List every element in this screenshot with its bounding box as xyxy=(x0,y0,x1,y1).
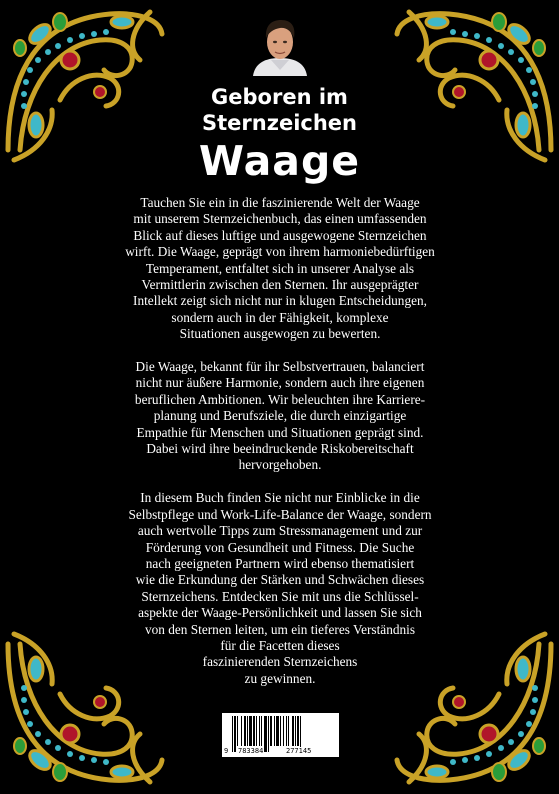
text-line: Sternzeichens. Entdecken Sie mit uns die Schlüssel- xyxy=(141,588,419,604)
barcode-bar xyxy=(253,716,255,746)
barcode-bar xyxy=(232,716,233,752)
barcode-bar xyxy=(270,716,272,746)
text-line: Empathie für Menschen und Situationen geprägt sind. xyxy=(136,424,424,440)
author-portrait xyxy=(249,16,311,76)
author-photo xyxy=(249,16,311,76)
title-line-1: Geboren im xyxy=(211,85,348,109)
text-line: sondern auch in der Fähigkeit, komplexe xyxy=(171,309,389,325)
barcode-bar xyxy=(264,716,267,752)
text-line: nicht nur äußere Harmonie, sondern auch ihre eigenen xyxy=(135,375,425,391)
text-line: planung und Berufsziele, die durch einzigartige xyxy=(153,408,407,424)
text-line: Situationen ausgewogen zu bewerten. xyxy=(179,326,381,342)
text-line: In diesem Buch finden Sie nicht nur Einblicke in die xyxy=(140,490,420,506)
text-line: Förderung von Gesundheit und Fitness. Die Suche xyxy=(145,539,415,555)
barcode-bar xyxy=(256,716,257,746)
text-line: Vermittlerin zwischen den Sternen. Ihr ausgeprägter xyxy=(141,277,419,293)
text-line: Intellekt zeigt sich nicht nur in klugen Entscheidungen, xyxy=(133,293,427,309)
barcode-bar xyxy=(268,716,269,752)
barcode-bar xyxy=(292,716,294,746)
barcode-digit-prefix: 9 xyxy=(224,747,229,755)
text-line: faszinierenden Sternzeichens xyxy=(202,654,358,670)
text-line: zu gewinnen. xyxy=(244,670,316,686)
barcode-bar xyxy=(276,716,279,746)
barcode-bar xyxy=(295,716,296,746)
text-line: auch wertvolle Tipps zum Stressmanagement und zur xyxy=(137,523,423,539)
barcode-bar xyxy=(297,716,299,746)
text-line: wie die Erkundung der Stärken und Schwächen dieses xyxy=(135,572,425,588)
text-line: Selbstpflege und Work-Life-Balance der Waage, sondern xyxy=(128,506,432,522)
text-line: hervorgehoben. xyxy=(238,457,322,473)
text-line: Blick auf dieses luftige und ausgewogene Sternzeichen xyxy=(133,227,427,243)
barcode-bar xyxy=(261,716,262,746)
text-line: aspekte der Waage-Persönlichkeit und lassen Sie sich xyxy=(138,605,422,621)
text-line: für die Facetten dieses xyxy=(220,637,340,653)
isbn-barcode xyxy=(222,713,339,757)
barcode-bar xyxy=(244,716,246,746)
barcode-bar xyxy=(237,716,238,746)
barcode-group-1: 783384 xyxy=(238,747,264,755)
barcode-bar xyxy=(249,716,252,746)
text-line: Temperament, entfaltet sich in unserer Analyse als xyxy=(145,260,415,276)
blurb-paragraph-3 xyxy=(100,490,460,687)
text-line: Die Waage, bekannt für ihr Selbstvertrauen, balanciert xyxy=(135,359,425,375)
title-main: Waage xyxy=(198,137,361,185)
blurb-text xyxy=(100,195,460,704)
barcode-bar xyxy=(283,716,284,746)
text-line: wirft. Die Waage, geprägt von ihrem harmoniebedürftigen xyxy=(125,244,435,260)
barcode-group-2: 277145 xyxy=(286,747,312,755)
text-line: von den Sternen leiten, um ein tieferes Verständnis xyxy=(144,621,416,637)
text-line: beruflichen Ambitionen. Wir beleuchten ihre Karriere- xyxy=(134,391,426,407)
text-line: Dabei wird ihre beeindruckende Riskobereitschaft xyxy=(146,441,414,457)
title-block xyxy=(0,84,559,184)
barcode-bar xyxy=(280,716,281,746)
blurb-paragraph-1 xyxy=(100,195,460,343)
barcode-bar xyxy=(247,716,248,746)
text-line: nach geeigneten Partnern wird ebenso thematisiert xyxy=(145,555,415,571)
text-line: Tauchen Sie ein in die faszinierende Welt der Waage xyxy=(140,195,420,210)
title-line-2: Sternzeichen xyxy=(202,111,357,135)
barcode-bar xyxy=(286,716,287,746)
barcode-bar xyxy=(259,716,260,746)
barcode-bar xyxy=(241,716,242,746)
barcode-bar xyxy=(274,716,275,746)
text-line: mit unserem Sternzeichenbuch, das einen umfassenden xyxy=(133,211,427,227)
barcode-bar xyxy=(288,716,289,746)
blurb-paragraph-2 xyxy=(100,359,460,474)
barcode-bar xyxy=(234,716,236,752)
